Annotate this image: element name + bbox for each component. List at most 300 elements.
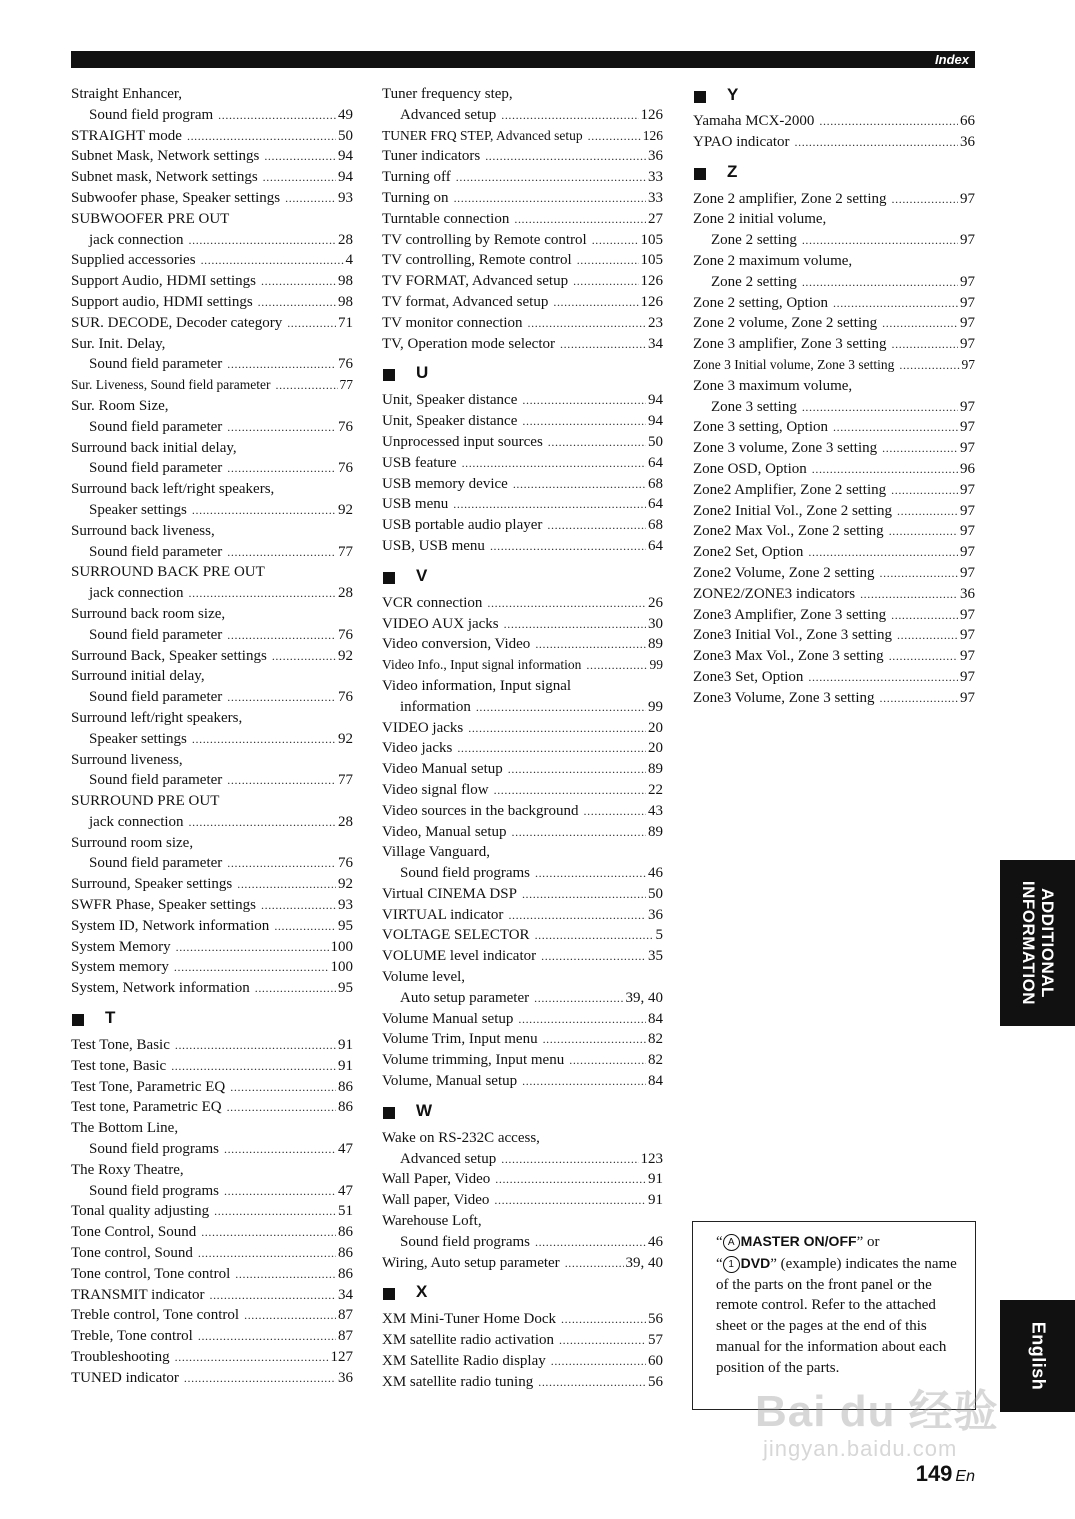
index-entry-text: TV format, Advanced setup xyxy=(382,293,549,310)
index-entry-text: Unit, Speaker distance xyxy=(382,392,518,409)
index-entry-line xyxy=(693,355,975,376)
index-entry-text: Sur. Init. Delay, xyxy=(71,335,166,352)
section-square-icon xyxy=(72,1014,84,1026)
index-entry-text: Volume Trim, Input menu xyxy=(382,1031,538,1048)
dot-leader xyxy=(476,697,646,718)
index-entry-heading xyxy=(382,842,663,863)
dot-leader xyxy=(882,313,958,334)
dot-leader xyxy=(258,292,336,313)
index-entry-subtext: Sound field parameter xyxy=(89,689,223,706)
index-entry xyxy=(382,474,663,495)
dot-leader xyxy=(508,759,646,780)
index-entry xyxy=(693,688,975,709)
index-entry-subtext: information xyxy=(400,698,471,715)
index-page-ref: 36 xyxy=(960,585,975,602)
index-page-ref: 97 xyxy=(961,356,975,372)
index-entry-line xyxy=(382,167,663,188)
index-entry-text: SUBWOOFER PRE OUT xyxy=(71,210,230,227)
index-entry-line xyxy=(382,905,663,926)
index-entry-text: Zone2 Volume, Zone 2 setting xyxy=(693,564,875,581)
index-page-ref: 47 xyxy=(338,1141,353,1158)
index-entry-text: Wake on RS-232C access, xyxy=(382,1129,540,1146)
index-entry-line xyxy=(382,1190,663,1211)
index-entry-line xyxy=(693,501,975,522)
index-page-ref: 97 xyxy=(960,668,975,685)
index-entry xyxy=(382,780,663,801)
index-entry-text: The Bottom Line, xyxy=(71,1120,179,1137)
index-page-ref: 36 xyxy=(648,906,663,923)
index-entry-text: USB menu xyxy=(382,496,449,513)
index-page-ref: 97 xyxy=(960,273,975,290)
index-entry-text: XM Satellite Radio display xyxy=(382,1353,546,1370)
index-entry-text: Sur. Room Size, xyxy=(71,397,169,414)
index-entry xyxy=(71,1368,353,1389)
dot-leader xyxy=(189,583,336,604)
section-letter: V xyxy=(416,565,428,585)
index-entry-text: Zone2 Amplifier, Zone 2 setting xyxy=(693,481,887,498)
index-entry-line xyxy=(693,688,975,709)
dot-leader xyxy=(501,1149,638,1170)
index-entry-line xyxy=(71,687,353,708)
index-page-ref: 27 xyxy=(648,210,663,227)
index-entry xyxy=(71,978,353,999)
index-entry xyxy=(693,111,975,132)
index-entry xyxy=(693,189,975,210)
index-entry xyxy=(71,562,353,604)
index-entry-line xyxy=(693,417,975,438)
index-entry-line xyxy=(382,188,663,209)
index-entry-line xyxy=(71,417,353,438)
index-page-ref: 99 xyxy=(649,657,663,673)
index-entry-text: Surround back liveness, xyxy=(71,522,215,539)
index-entry xyxy=(71,126,353,147)
note-key-dvd: DVD xyxy=(740,1254,771,1271)
index-entry-subtext: Sound field parameter xyxy=(89,418,223,435)
index-entry xyxy=(382,209,663,230)
index-page-ref: 97 xyxy=(960,523,975,540)
index-entry-text: Turntable connection xyxy=(382,210,510,227)
dot-leader xyxy=(584,801,646,822)
note-text-2: ” (example) indicates the name of the parts on the front panel or the remote control. Refer to the attached sheet or the pages at the end of this manual for the information about each position of the parts. xyxy=(716,1255,957,1376)
index-entry-text: Tuner frequency step, xyxy=(382,86,513,102)
index-entry-text: System ID, Network information xyxy=(71,917,270,934)
index-page-ref: 35 xyxy=(648,948,663,965)
index-page-ref: 84 xyxy=(648,1010,663,1027)
dot-leader xyxy=(227,687,336,708)
index-entry-text: Video Info., Input signal information xyxy=(382,657,582,673)
index-entry-text: Support audio, HDMI settings xyxy=(71,293,253,310)
index-entry-text: Video information, Input signal xyxy=(382,677,572,694)
index-entry xyxy=(71,396,353,438)
side-tab-english-label: English xyxy=(1028,1321,1048,1391)
index-page-ref: 86 xyxy=(338,1224,353,1241)
index-entry-text: Tone control, Sound xyxy=(71,1245,193,1262)
section-square-icon xyxy=(383,572,395,584)
index-entry xyxy=(71,521,353,563)
index-entry-text: SUR. DECODE, Decoder category xyxy=(71,314,283,331)
index-entry-line xyxy=(693,230,975,251)
dot-leader xyxy=(274,916,336,937)
index-entry-line xyxy=(382,593,663,614)
dot-leader xyxy=(192,729,336,750)
index-entry xyxy=(382,1029,663,1050)
index-entry xyxy=(382,334,663,355)
dot-leader xyxy=(224,1139,336,1160)
index-entry xyxy=(382,292,663,313)
dot-leader xyxy=(198,1243,336,1264)
index-entry-line xyxy=(71,1035,353,1056)
index-entry-subtext: jack connection xyxy=(89,585,184,602)
index-entry-heading xyxy=(693,376,975,397)
index-entry-subtext: Zone 2 setting xyxy=(711,273,797,290)
index-entry-line xyxy=(71,812,353,833)
index-entry xyxy=(382,1190,663,1211)
index-entry xyxy=(71,1347,353,1368)
index-entry-line xyxy=(71,583,353,604)
index-entry-line xyxy=(382,1050,663,1071)
index-entry xyxy=(382,759,663,780)
index-entry xyxy=(71,334,353,376)
index-entry xyxy=(693,251,975,293)
dot-leader xyxy=(551,1351,646,1372)
section-heading xyxy=(382,1273,663,1309)
dot-leader xyxy=(880,688,958,709)
index-entry-heading xyxy=(693,251,975,272)
index-page-ref: 82 xyxy=(648,1031,663,1048)
dot-leader xyxy=(201,250,344,271)
index-entry-heading xyxy=(71,604,353,625)
index-entry xyxy=(693,417,975,438)
index-entry-line xyxy=(71,729,353,750)
index-page-ref: 57 xyxy=(648,1332,663,1349)
index-entry-text: TV FORMAT, Advanced setup xyxy=(382,273,569,290)
index-entry-text: Tuner indicators xyxy=(382,148,481,165)
index-entry-line xyxy=(71,646,353,667)
dot-leader xyxy=(456,167,646,188)
index-entry-line xyxy=(693,459,975,480)
index-entry-line xyxy=(382,292,663,313)
index-page-ref: 97 xyxy=(960,502,975,519)
index-entry-line xyxy=(71,271,353,292)
index-page-ref: 50 xyxy=(648,885,663,902)
index-page-ref: 94 xyxy=(338,148,353,165)
index-entry-text: Test tone, Parametric EQ xyxy=(71,1099,222,1116)
index-page-ref: 20 xyxy=(648,740,663,757)
dot-leader xyxy=(522,1071,646,1092)
index-entry-text: Zone OSD, Option xyxy=(693,460,807,477)
index-entry-text: Zone3 Initial Vol., Zone 3 setting xyxy=(693,627,893,644)
dot-leader xyxy=(504,614,646,635)
index-page-ref: 36 xyxy=(338,1369,353,1386)
dot-leader xyxy=(171,1056,336,1077)
index-entry xyxy=(382,230,663,251)
dot-leader xyxy=(189,230,336,251)
dot-leader xyxy=(490,536,646,557)
index-entry-subtext: Sound field parameter xyxy=(89,772,223,789)
index-entry xyxy=(71,937,353,958)
index-entry-heading xyxy=(71,708,353,729)
index-entry-text: TRANSMIT indicator xyxy=(71,1286,205,1303)
index-entry-subtext: Sound field parameter xyxy=(89,356,223,373)
dot-leader xyxy=(899,355,959,376)
index-page-ref: 105 xyxy=(640,231,663,248)
index-entry-line xyxy=(71,874,353,895)
index-page-ref: 86 xyxy=(338,1099,353,1116)
index-entry xyxy=(71,1035,353,1056)
index-entry-line xyxy=(382,988,663,1009)
index-entry xyxy=(71,1243,353,1264)
index-page-ref: 123 xyxy=(640,1150,663,1167)
index-entry xyxy=(71,750,353,792)
index-entry-subtext: Sound field programs xyxy=(400,865,530,882)
side-tab-english[interactable] xyxy=(1000,1300,1075,1412)
index-entry-text: Surround initial delay, xyxy=(71,668,205,685)
index-entry-line xyxy=(693,480,975,501)
index-entry xyxy=(71,1285,353,1306)
index-page-ref: 97 xyxy=(960,440,975,457)
index-entry-line xyxy=(382,411,663,432)
index-page-ref: 97 xyxy=(960,190,975,207)
index-entry-text: VOLUME level indicator xyxy=(382,948,537,965)
index-entry xyxy=(382,271,663,292)
index-entry-text: Video jacks xyxy=(382,740,453,757)
dot-leader xyxy=(285,188,336,209)
index-entry-line xyxy=(71,250,353,271)
index-entry-subtext: Advanced setup xyxy=(400,106,497,123)
index-entry xyxy=(382,188,663,209)
index-page-ref: 84 xyxy=(648,1073,663,1090)
index-page-ref: 126 xyxy=(640,106,663,123)
index-entry-subtext: Sound field programs xyxy=(89,1141,219,1158)
dot-leader xyxy=(534,988,623,1009)
index-entry-line xyxy=(382,863,663,884)
index-page-ref: 94 xyxy=(648,413,663,430)
index-entry-text: TUNER FRQ STEP, Advanced setup xyxy=(382,127,583,143)
index-entry xyxy=(71,791,353,833)
dot-leader xyxy=(468,718,646,739)
index-page-ref: 97 xyxy=(960,481,975,498)
note-quote: “ xyxy=(716,1255,723,1272)
index-entry-text: Video Manual setup xyxy=(382,761,503,778)
index-column-3 xyxy=(693,84,975,709)
index-entry-line xyxy=(71,230,353,251)
index-entry-line xyxy=(382,697,663,718)
index-page-ref: 95 xyxy=(338,917,353,934)
index-page-ref: 64 xyxy=(648,496,663,513)
index-entry xyxy=(382,1169,663,1190)
index-entry xyxy=(382,313,663,334)
index-entry-line xyxy=(382,1372,663,1393)
index-entry-text: YPAO indicator xyxy=(693,133,790,150)
dot-leader xyxy=(462,453,646,474)
index-entry-subtext: Sound field programs xyxy=(89,1182,219,1199)
dot-leader xyxy=(224,1181,336,1202)
index-page-ref: 97 xyxy=(960,627,975,644)
index-entry-subtext: Sound field parameter xyxy=(89,460,223,477)
index-entry xyxy=(693,542,975,563)
index-entry-line xyxy=(71,978,353,999)
index-entry xyxy=(693,209,975,251)
index-entry-line xyxy=(71,1181,353,1202)
index-entry xyxy=(382,634,663,655)
index-entry xyxy=(382,1050,663,1071)
index-entry-text: The Roxy Theatre, xyxy=(71,1161,184,1178)
index-entry-text: Test tone, Basic xyxy=(71,1057,167,1074)
index-entry xyxy=(693,313,975,334)
index-entry-text: Turning on xyxy=(382,189,449,206)
index-page-ref: 46 xyxy=(648,865,663,882)
index-page-ref: 30 xyxy=(648,615,663,632)
index-entry-text: TV monitor connection xyxy=(382,314,523,331)
index-entry xyxy=(693,625,975,646)
index-entry xyxy=(71,292,353,313)
index-entry-heading xyxy=(693,209,975,230)
index-entry xyxy=(71,1118,353,1160)
index-entry-text: Video sources in the background xyxy=(382,802,579,819)
index-page-ref: 86 xyxy=(338,1265,353,1282)
index-entry-text: Support Audio, HDMI settings xyxy=(71,273,257,290)
note-key-master: MASTER ON/OFF xyxy=(740,1233,857,1249)
index-entry-text: Straight Enhancer, xyxy=(71,86,183,102)
index-entry-text: Surround Back, Speaker settings xyxy=(71,647,267,664)
dot-leader xyxy=(522,390,646,411)
index-entry-line xyxy=(382,126,663,147)
index-entry-text: Subnet mask, Network settings xyxy=(71,169,258,186)
dot-leader xyxy=(263,167,336,188)
watermark-line1: Bai du 经验 xyxy=(755,1387,999,1436)
index-entry-line xyxy=(382,655,663,676)
page-number xyxy=(916,1461,975,1487)
index-page-ref: 95 xyxy=(338,980,353,997)
dot-leader xyxy=(518,1009,646,1030)
index-page-ref: 97 xyxy=(960,315,975,332)
index-page-ref: 39, 40 xyxy=(625,1254,663,1271)
index-entry-subtext: Zone 2 setting xyxy=(711,232,797,249)
index-entry-text: Surround, Speaker settings xyxy=(71,876,233,893)
index-entry-line xyxy=(382,313,663,334)
index-page-ref: 96 xyxy=(960,460,975,477)
index-entry xyxy=(382,84,663,126)
index-entry xyxy=(382,738,663,759)
index-entry-line xyxy=(693,605,975,626)
index-entry xyxy=(382,946,663,967)
index-entry-line xyxy=(71,853,353,874)
index-entry-text: Subnet Mask, Network settings xyxy=(71,148,260,165)
index-page-ref: 64 xyxy=(648,537,663,554)
dot-leader xyxy=(819,111,958,132)
page-number-value: 149 xyxy=(915,1461,953,1486)
index-page-ref: 87 xyxy=(338,1328,353,1345)
index-entry-line xyxy=(382,884,663,905)
index-entry-line xyxy=(71,1222,353,1243)
index-entry-line xyxy=(382,1149,663,1170)
index-entry-text: Surround room size, xyxy=(71,834,194,851)
index-entry-line xyxy=(382,634,663,655)
dot-leader xyxy=(227,1097,336,1118)
index-entry-line xyxy=(382,146,663,167)
section-heading xyxy=(382,1092,663,1128)
index-entry xyxy=(71,874,353,895)
dot-leader xyxy=(547,515,646,536)
index-entry-line xyxy=(693,521,975,542)
index-entry xyxy=(71,1056,353,1077)
dot-leader xyxy=(209,1285,336,1306)
index-entry-line xyxy=(382,1169,663,1190)
index-entry-text: Virtual CINEMA DSP xyxy=(382,885,517,902)
dot-leader xyxy=(175,1035,336,1056)
index-entry-text: Zone3 Volume, Zone 3 setting xyxy=(693,689,875,706)
index-entry-line xyxy=(693,625,975,646)
index-entry-line xyxy=(71,1285,353,1306)
index-entry-line xyxy=(382,390,663,411)
index-entry-text: Unprocessed input sources xyxy=(382,433,543,450)
index-entry-heading xyxy=(382,676,663,697)
index-entry xyxy=(382,1211,663,1253)
index-entry-text: USB feature xyxy=(382,454,457,471)
index-page-ref: 49 xyxy=(338,106,353,123)
index-page-ref: 82 xyxy=(648,1052,663,1069)
index-page-ref: 93 xyxy=(338,189,353,206)
index-entry-line xyxy=(693,313,975,334)
index-entry xyxy=(382,453,663,474)
index-entry-line xyxy=(71,105,353,126)
side-tab-additional-information[interactable] xyxy=(1000,860,1075,1026)
index-page-ref: 77 xyxy=(338,772,353,789)
index-entry xyxy=(382,1128,663,1170)
dot-leader xyxy=(264,146,336,167)
dot-leader xyxy=(808,542,958,563)
index-entry-subtext: Advanced setup xyxy=(400,1150,497,1167)
dot-leader xyxy=(501,105,638,126)
index-entry xyxy=(71,708,353,750)
dot-leader xyxy=(201,1222,336,1243)
dot-leader xyxy=(565,1253,624,1274)
dot-leader xyxy=(187,126,336,147)
dot-leader xyxy=(891,605,958,626)
index-entry-line xyxy=(382,1351,663,1372)
side-tab-additional-line2: INFORMATION xyxy=(1018,880,1038,1006)
index-entry-line xyxy=(382,780,663,801)
index-page-ref: 97 xyxy=(960,689,975,706)
index-entry-line xyxy=(71,625,353,646)
dot-leader xyxy=(897,625,958,646)
index-entry-text: Surround liveness, xyxy=(71,751,183,768)
dot-leader xyxy=(175,1347,329,1368)
index-entry xyxy=(382,494,663,515)
dot-leader xyxy=(227,542,336,563)
section-square-icon xyxy=(694,91,706,103)
index-entry xyxy=(71,833,353,875)
index-entry xyxy=(382,801,663,822)
index-entry-line xyxy=(382,718,663,739)
index-entry-line xyxy=(71,937,353,958)
index-page-ref: 47 xyxy=(338,1182,353,1199)
index-page-ref: 34 xyxy=(648,335,663,352)
index-page-ref: 34 xyxy=(338,1286,353,1303)
index-entry-line xyxy=(382,1009,663,1030)
index-entry-line xyxy=(71,292,353,313)
index-entry-text: Subwoofer phase, Speaker settings xyxy=(71,189,281,206)
index-entry xyxy=(71,167,353,188)
index-entry-subtext: Auto setup parameter xyxy=(400,989,530,1006)
section-letter: Y xyxy=(727,85,739,104)
section-square-icon xyxy=(383,1107,395,1119)
index-entry xyxy=(693,501,975,522)
dot-leader xyxy=(560,334,646,355)
index-entry-line xyxy=(693,542,975,563)
section-square-icon xyxy=(383,1288,395,1300)
index-entry-text: Zone 2 setting, Option xyxy=(693,294,828,311)
